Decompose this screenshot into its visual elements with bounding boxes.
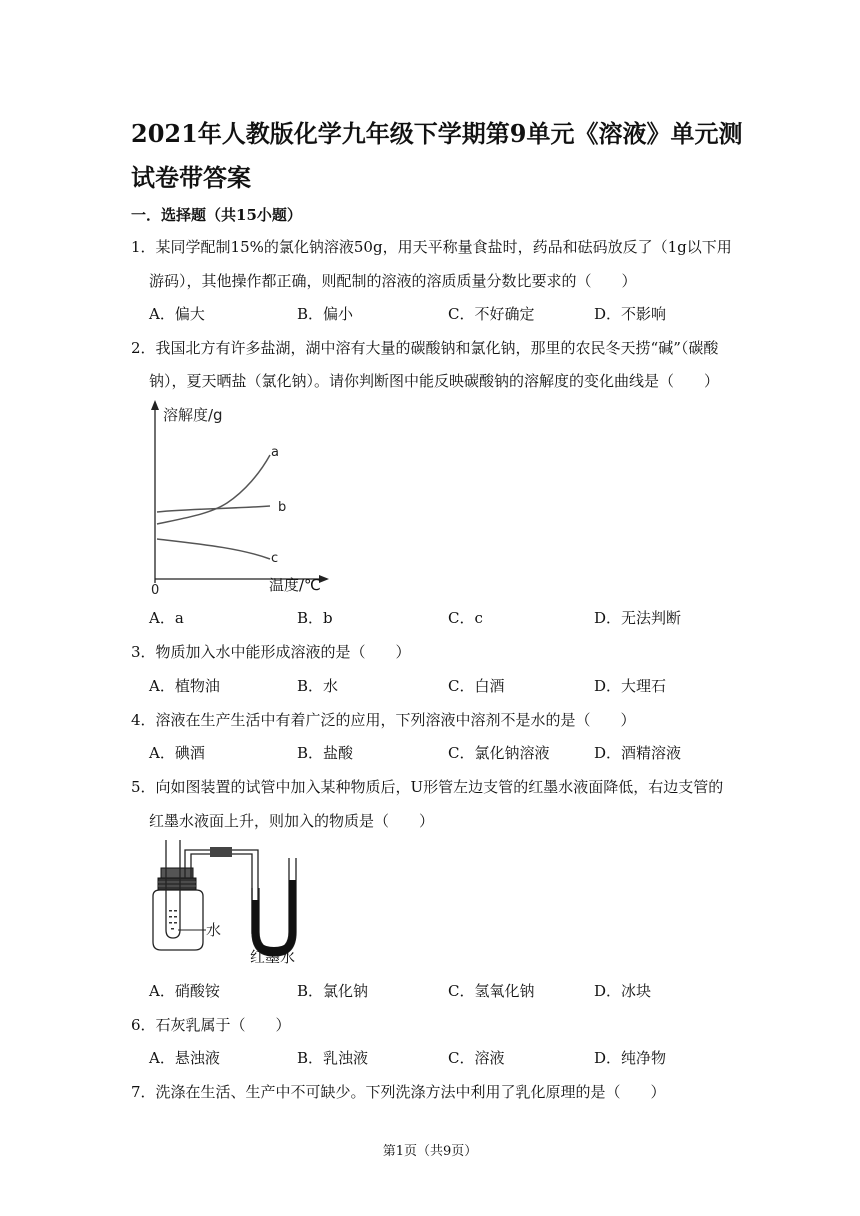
question-4-line-1: 4．溶液在生产生活中有着广泛的应用，下列溶液中溶剂不是水的是（ ）: [131, 711, 636, 729]
question-3-option-a[interactable]: A．植物油: [149, 677, 220, 695]
curve-a-label: a: [271, 445, 279, 460]
section-heading: 一．选择题（共15小题）: [131, 206, 302, 224]
solubility-curve-figure: [145, 398, 330, 595]
question-5-line-1: 5．向如图装置的试管中加入某种物质后，U形管左边支管的红墨水液面降低，右边支管的: [131, 778, 724, 796]
water-label: 水: [206, 921, 222, 939]
question-5-option-c[interactable]: C．氢氧化钠: [448, 982, 535, 1000]
question-4-option-d[interactable]: D．酒精溶液: [594, 744, 682, 762]
question-1-line-1: 1．某同学配制15%的氯化钠溶液50g，用天平称量食盐时，药品和砝码放反了（1g以下用: [131, 238, 732, 256]
question-3-option-c[interactable]: C．白酒: [448, 677, 505, 695]
question-1-option-d[interactable]: D．不影响: [594, 305, 667, 323]
curve-c: [157, 539, 270, 559]
question-2-option-b[interactable]: B．b: [297, 609, 333, 627]
question-5-option-d[interactable]: D．冰块: [594, 982, 652, 1000]
question-6-option-d[interactable]: D．纯净物: [594, 1049, 667, 1067]
question-1-option-b[interactable]: B．偏小: [297, 305, 354, 323]
question-2-option-c[interactable]: C．c: [448, 609, 483, 627]
question-2-line-2: 钠），夏天晒盐（氯化钠）。请你判断图中能反映碳酸钠的溶解度的变化曲线是（ ）: [149, 372, 720, 390]
question-1-line-2: 游码），其他操作都正确，则配制的溶液的溶质质量分数比要求的（ ）: [149, 272, 637, 290]
curve-a: [157, 455, 270, 524]
question-2-option-d[interactable]: D．无法判断: [594, 609, 682, 627]
question-2-line-1: 2．我国北方有许多盐湖，湖中溶有大量的碳酸钠和氯化钠，那里的农民冬天捞“碱”（碳酸: [131, 339, 719, 357]
question-4-option-c[interactable]: C．氯化钠溶液: [448, 744, 550, 762]
question-1-option-c[interactable]: C．不好确定: [448, 305, 535, 323]
question-5-option-b[interactable]: B．氯化钠: [297, 982, 369, 1000]
question-5-line-2: 红墨水液面上升，则加入的物质是（ ）: [149, 812, 435, 830]
question-6-option-b[interactable]: B．乳浊液: [297, 1049, 369, 1067]
question-6-option-c[interactable]: C．溶液: [448, 1049, 505, 1067]
x-axis-label: 温度/℃: [269, 576, 321, 594]
page-footer: 第1页（共9页）: [382, 1144, 478, 1159]
red-ink-label: 红墨水: [250, 948, 296, 966]
question-5-option-a[interactable]: A．硝酸铵: [149, 982, 220, 1000]
question-4-option-b[interactable]: B．盐酸: [297, 744, 354, 762]
curve-b: [157, 506, 270, 512]
y-axis-label: 溶解度/g: [163, 406, 223, 424]
question-3-line-1: 3．物质加入水中能形成溶液的是（ ）: [131, 643, 411, 661]
origin-label: 0: [151, 583, 160, 595]
question-7-line-1: 7．洗涤在生活、生产中不可缺少。下列洗涤方法中利用了乳化原理的是（ ）: [131, 1083, 666, 1101]
question-3-option-b[interactable]: B．水: [297, 677, 339, 695]
page-title: 2021年人教版化学九年级下学期第9单元《溶液》单元测试卷带答案: [131, 119, 743, 192]
question-4-option-a[interactable]: A．碘酒: [149, 744, 205, 762]
question-6-option-a[interactable]: A．悬浊液: [149, 1049, 220, 1067]
question-2-option-a[interactable]: A．a: [149, 609, 184, 627]
curve-c-label: c: [271, 551, 279, 566]
curve-b-label: b: [278, 500, 287, 515]
question-3-option-d[interactable]: D．大理石: [594, 677, 667, 695]
question-6-line-1: 6．石灰乳属于（ ）: [131, 1016, 291, 1034]
question-1-option-a[interactable]: A．偏大: [149, 305, 205, 323]
